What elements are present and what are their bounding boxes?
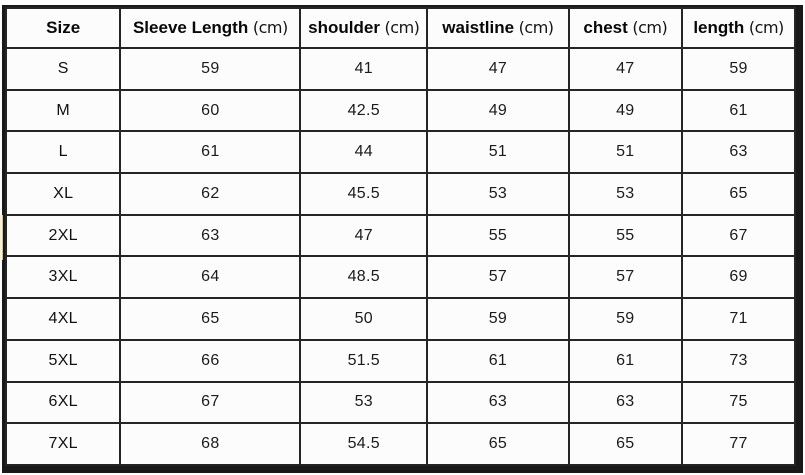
value-cell: 42.5 [300,90,427,132]
value-cell: 62 [120,173,300,215]
value-cell: 61 [682,90,795,132]
value-cell: 54.5 [300,423,427,465]
column-unit: (cm) [514,18,554,37]
value-cell: 53 [300,382,427,424]
column-header-size [6,8,120,48]
column-unit: (cm) [744,18,784,37]
value-cell: 59 [120,48,300,90]
value-cell: 63 [427,382,568,424]
column-header-chest [569,8,683,48]
column-header-sleeve-length [120,8,300,48]
column-label: waistline [442,18,515,37]
value-cell: 61 [427,340,568,382]
column-unit: (cm) [379,18,420,37]
size-cell: 2XL [6,215,120,257]
value-cell: 59 [682,48,795,90]
value-cell: 51.5 [300,340,427,382]
value-cell: 63 [569,382,683,424]
value-cell: 59 [427,298,568,340]
value-cell: 51 [427,131,568,173]
value-cell: 55 [427,215,568,257]
size-cell: XL [6,173,120,215]
value-cell: 73 [682,340,795,382]
column-label: shoulder [308,18,380,37]
value-cell: 63 [120,215,300,257]
column-header-shoulder [300,8,427,48]
size-cell: 6XL [6,382,120,424]
table-row [6,256,795,298]
column-unit: (cm) [627,18,668,37]
size-chart-table-frame [2,5,803,473]
value-cell: 44 [300,131,427,173]
value-cell: 75 [682,382,795,424]
size-cell: 3XL [6,256,120,298]
left-edge-artifact [0,215,3,260]
table-header [6,8,795,48]
table-row [6,173,795,215]
value-cell: 49 [427,90,568,132]
value-cell: 41 [300,48,427,90]
value-cell: 65 [569,423,683,465]
value-cell: 47 [300,215,427,257]
value-cell: 61 [569,340,683,382]
value-cell: 47 [569,48,683,90]
value-cell: 69 [682,256,795,298]
column-header-length [682,8,795,48]
value-cell: 45.5 [300,173,427,215]
value-cell: 65 [120,298,300,340]
value-cell: 53 [569,173,683,215]
column-label: length [693,18,745,37]
size-cell: L [6,131,120,173]
value-cell: 53 [427,173,568,215]
column-label: chest [583,18,628,37]
header-row [6,8,795,48]
value-cell: 57 [569,256,683,298]
column-unit: (cm) [248,18,288,37]
table-row [6,48,795,90]
size-cell: 4XL [6,298,120,340]
size-chart-table [5,7,796,466]
value-cell: 51 [569,131,683,173]
value-cell: 67 [120,382,300,424]
value-cell: 65 [427,423,568,465]
table-body [6,48,795,465]
value-cell: 50 [300,298,427,340]
value-cell: 63 [682,131,795,173]
column-header-waistline [427,8,568,48]
size-cell: 5XL [6,340,120,382]
table-row [6,423,795,465]
value-cell: 71 [682,298,795,340]
value-cell: 60 [120,90,300,132]
table-row [6,340,795,382]
value-cell: 77 [682,423,795,465]
table-row [6,215,795,257]
value-cell: 48.5 [300,256,427,298]
value-cell: 64 [120,256,300,298]
column-label: Sleeve Length [132,18,249,37]
size-cell: S [6,48,120,90]
value-cell: 65 [682,173,795,215]
column-label: Size [46,18,81,37]
value-cell: 47 [427,48,568,90]
table-row [6,90,795,132]
value-cell: 66 [120,340,300,382]
value-cell: 55 [569,215,683,257]
value-cell: 67 [682,215,795,257]
table-row [6,382,795,424]
size-cell: 7XL [6,423,120,465]
value-cell: 59 [569,298,683,340]
table-row [6,131,795,173]
value-cell: 61 [120,131,300,173]
value-cell: 68 [120,423,300,465]
size-cell: M [6,90,120,132]
value-cell: 57 [427,256,568,298]
value-cell: 49 [569,90,683,132]
table-row [6,298,795,340]
